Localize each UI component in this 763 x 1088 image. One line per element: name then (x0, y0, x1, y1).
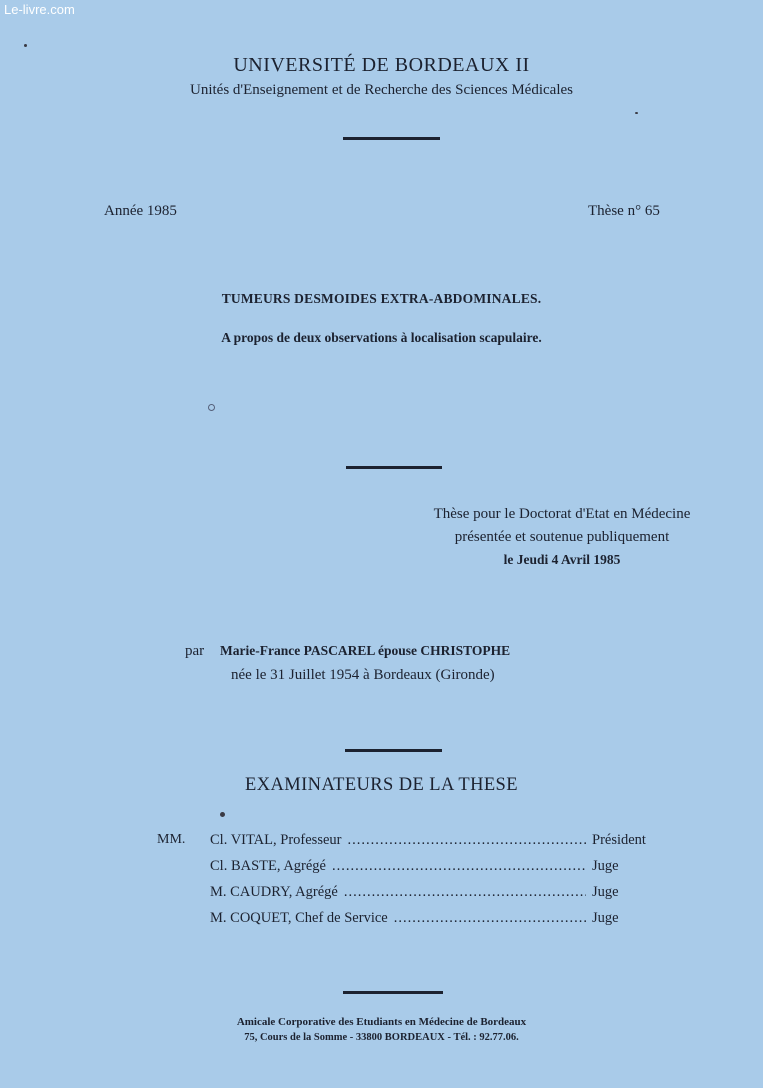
author-name: Marie-France PASCAREL épouse CHRISTOPHE (220, 643, 511, 658)
examiner-name: M. COQUET, Chef de Service (210, 910, 388, 926)
examiner-row (210, 858, 660, 875)
dot-leader (394, 910, 586, 927)
examiner-role: Juge (592, 910, 619, 926)
publisher-name: Amicale Corporative des Etudiants en Médecine de Bordeaux (236, 1016, 527, 1028)
annee: Année 1985 (104, 203, 177, 219)
examiner-role: Président (592, 832, 646, 848)
publisher-address: 75, Cours de la Somme - 33800 BORDEAUX - Tél. : 92.77.06. (244, 1032, 519, 1043)
doctorat-line-1: Thèse pour le Doctorat d'Etat en Médecine (433, 506, 691, 522)
dot-leader (344, 884, 586, 901)
paper-speck (635, 112, 638, 114)
examiner-row (210, 884, 660, 901)
examiner-name: M. CAUDRY, Agrégé (210, 884, 338, 900)
paper-speck (220, 812, 225, 817)
divider (346, 466, 442, 469)
divider (345, 749, 442, 752)
examiner-row (210, 832, 660, 849)
par-label: par (185, 643, 205, 659)
unites-line: Unités d'Enseignement et de Recherche des Sciences Médicales (190, 82, 573, 98)
examiner-row (210, 910, 660, 927)
divider (343, 137, 440, 140)
university-name: UNIVERSITÉ DE BORDEAUX II (233, 54, 530, 76)
watermark: Le-livre.com (4, 2, 75, 17)
mm-prefix: MM. (157, 832, 186, 847)
examiner-role: Juge (592, 858, 619, 874)
author-birth: née le 31 Juillet 1954 à Bordeaux (Gironde) (231, 667, 495, 683)
examiner-name: Cl. BASTE, Agrégé (210, 858, 326, 874)
defense-date: le Jeudi 4 Avril 1985 (503, 552, 621, 567)
thesis-subtitle: A propos de deux observations à localisation scapulaire. (221, 330, 542, 345)
examiner-name: Cl. VITAL, Professeur (210, 832, 342, 848)
examinateurs-heading: EXAMINATEURS DE LA THESE (245, 775, 518, 795)
dot-leader (347, 832, 586, 849)
thesis-title: TUMEURS DESMOIDES EXTRA-ABDOMINALES. (221, 291, 542, 306)
doctorat-line-2: présentée et soutenue publiquement (454, 529, 670, 545)
paper-speck (24, 44, 27, 47)
paper-speck (208, 404, 215, 411)
examiner-role: Juge (592, 884, 619, 900)
these-number: Thèse n° 65 (588, 203, 660, 219)
divider (343, 991, 443, 994)
dot-leader (332, 858, 586, 875)
